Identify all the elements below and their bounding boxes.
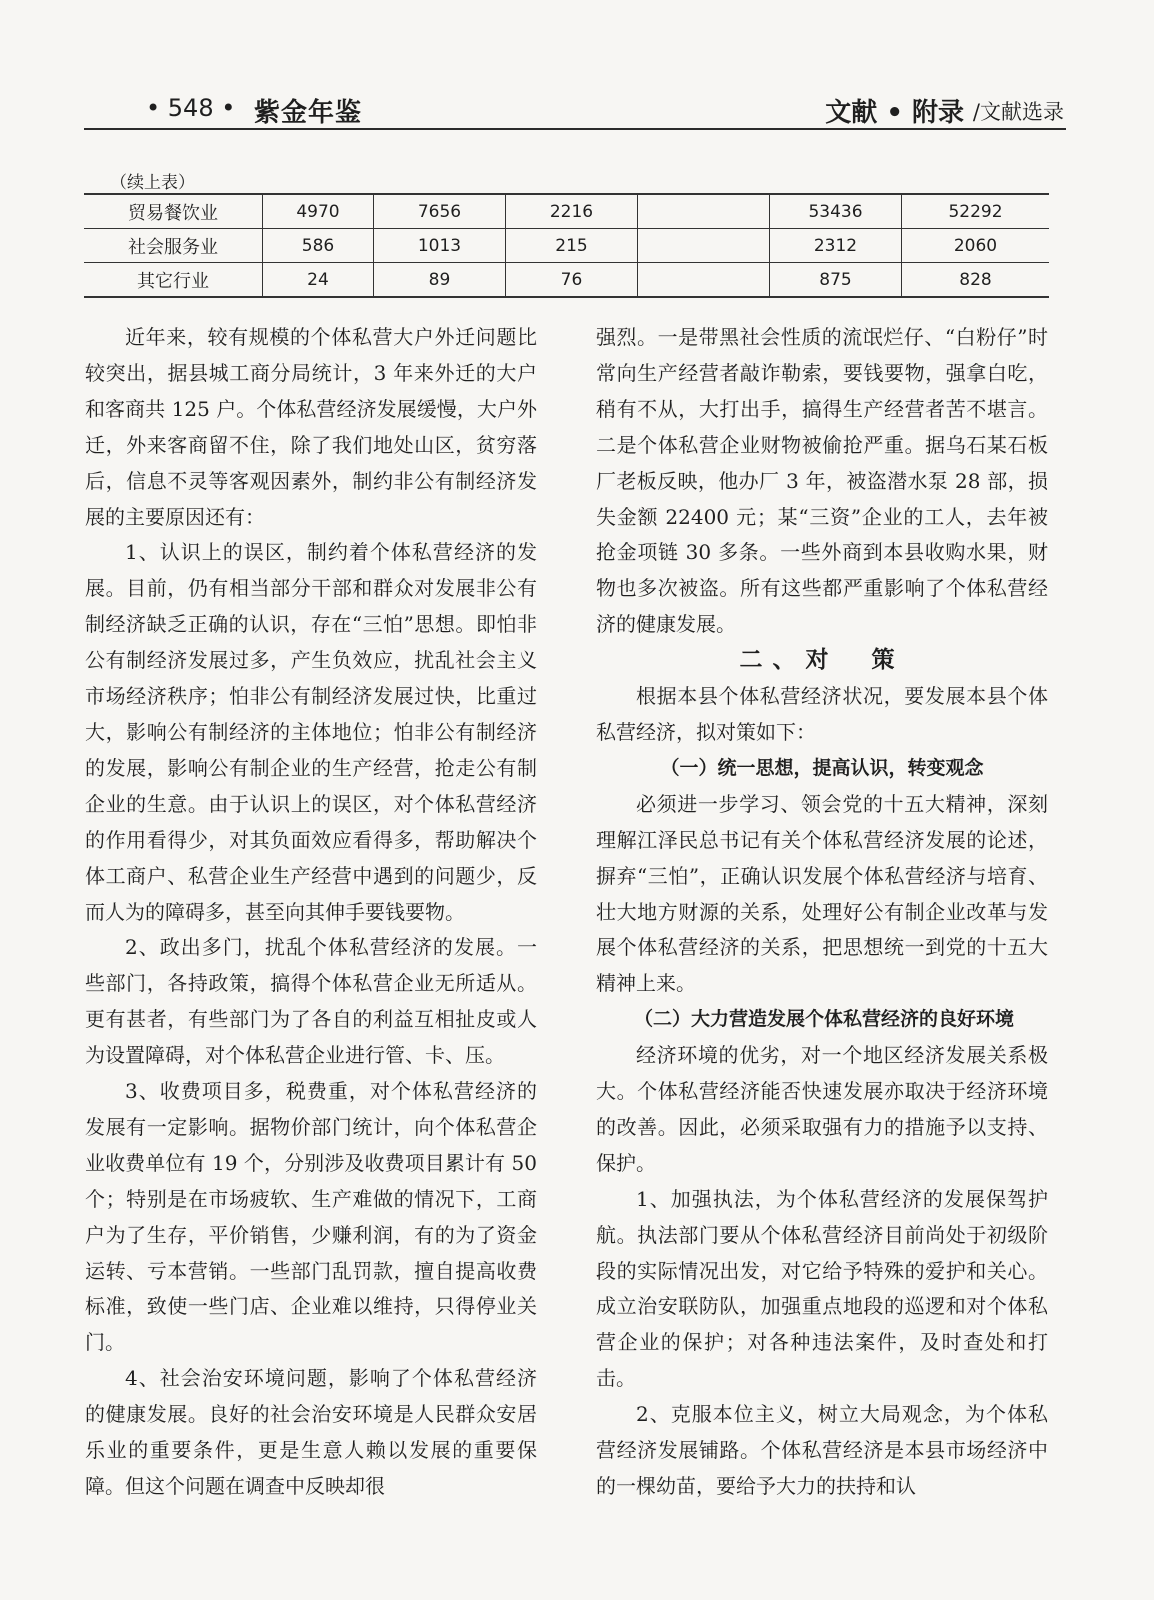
paragraph: 2、克服本位主义，树立大局观念，为个体私营经济发展铺路。个体私营经济是本县市场经济中的一棵幼苗，要给予大力的扶持和认 — [596, 1402, 1048, 1498]
paragraph: 根据本县个体私营经济状况，要发展本县个体私营经济，拟对策如下： — [596, 684, 1048, 744]
table-row — [84, 194, 1049, 229]
paragraph: 3、收费项目多，税费重，对个体私营经济的发展有一定影响。据物价部门统计，向个体私营企业收费单位有 19 个，分别涉及收费项目累计有 50 个；特别是在市场疲软、生产难做的情况下，工商户为了生存，平价销售，少赚利润，有的为了资金运转、亏本营销。一些部门乱罚款，擅自提高收费标准，致使一些门店、企业难以维持，只得停业关门。 — [85, 1079, 537, 1355]
section-heading: 二、对 策 — [739, 647, 905, 674]
table-cell: 215 — [506, 229, 638, 263]
table-cell: 828 — [902, 263, 1050, 298]
table-cell: 2060 — [902, 229, 1050, 263]
paragraph: 1、认识上的误区，制约着个体私营经济的发展。目前，仍有相当部分干部和群众对发展非公有制经济缺乏正确的认识，存在“三怕”思想。即怕非公有制经济发展过多，产生负效应，扰乱社会主义市场经济秩序；怕非公有制经济发展过快，比重过大，影响公有制经济的主体地位；怕非公有制经济的发展，影响公有制企业的生产经营，抢走公有制企业的生意。由于认识上的误区，对个体私营经济的作用看得少，对其负面效应看得多，帮助解决个体工商户、私营企业生产经营中遇到的问题少，反而人为的障碍多，甚至向其伸手要钱要物。 — [85, 540, 537, 924]
paragraph: 强烈。一是带黑社会性质的流氓烂仔、“白粉仔”时常向生产经营者敲诈勒索，要钱要物，强拿白吃，稍有不从，大打出手，搞得生产经营者苦不堪言。二是个体私营企业财物被偷抢严重。据乌石某石板厂老板反映，他办厂 3 年，被盗潜水泵 28 部，损失金额 22400 元；某“三资”企业的工人，去年被抢金项链 30 多条。一些外商到本县收购水果，财物也多次被盗。所有这些都严重影响了个体私营经济的健康发展。 — [596, 325, 1048, 637]
right-text-column — [596, 320, 1048, 1505]
table-cell: 586 — [263, 229, 374, 263]
running-header — [84, 92, 1064, 132]
paragraph: 1、加强执法，为个体私营经济的发展保驾护航。执法部门要从个体私营经济目前尚处于初级阶段的实际情况出发，对它给予特殊的爱护和关心。成立治安联防队，加强重点地段的巡逻和对个体私营企业的保护；对各种违法案件，及时查处和打击。 — [596, 1186, 1048, 1391]
paragraph: 4、社会治安环境问题，影响了个体私营经济的健康发展。良好的社会治安环境是人民群众安居乐业的重要条件，更是生意人赖以发展的重要保障。但这个问题在调查中反映却很 — [85, 1366, 537, 1498]
table-cell: 89 — [374, 263, 506, 298]
subsection-heading: （一）统一思想，提高认识，转变观念 — [660, 756, 984, 779]
paragraph: 必须进一步学习、领会党的十五大精神，深刻理解江泽民总书记有关个体私营经济发展的论述，摒弃“三怕”，正确认识发展个体私营经济与培育、壮大地方财源的关系，处理好公有制企业改革与发展个体私营经济的关系，把思想统一到党的十五大精神上来。 — [596, 791, 1048, 996]
paragraph: 经济环境的优劣，对一个地区经济发展关系极大。个体私营经济能否快速发展亦取决于经济环境的改善。因此，必须采取强有力的措施予以支持、保护。 — [596, 1043, 1048, 1175]
row-label: 其它行业 — [137, 270, 209, 292]
subsection-heading: （二）大力营造发展个体私营经济的良好环境 — [634, 1008, 1015, 1031]
table-cell: 4970 — [263, 194, 374, 229]
table-cell: 76 — [506, 263, 638, 298]
paragraph: 2、政出多门，扰乱个体私营经济的发展。一些部门，各持政策，搞得个体私营企业无所适从。更有甚者，有些部门为了各自的利益互相扯皮或人为设置障碍，对个体私营企业进行管、卡、压。 — [85, 935, 537, 1068]
table-cell — [638, 194, 770, 229]
section-title: 文献 • 附录 — [825, 98, 964, 128]
table-row — [84, 229, 1049, 263]
table-cell: 24 — [263, 263, 374, 298]
paragraph: 近年来，较有规模的个体私营大户外迁问题比较突出，据县城工商分局统计，3 年来外迁的大户和客商共 125 户。个体私营经济发展缓慢，大户外迁，外来客商留不住，除了我们地处山区，贫穷落后，信息不灵等客观因素外，制约非公有制经济发展的主要原因还有： — [85, 325, 537, 529]
table-cell: 52292 — [902, 194, 1050, 229]
table-cell — [638, 229, 770, 263]
table-cell: 1013 — [374, 229, 506, 263]
table-cell — [638, 263, 770, 298]
table-cell: 2216 — [506, 194, 638, 229]
header-rule — [84, 128, 1066, 130]
book-title: 紫金年鉴 — [254, 98, 363, 128]
row-label: 社会服务业 — [128, 236, 218, 258]
left-text-column — [85, 320, 537, 1505]
page-number: • 548 • — [146, 94, 236, 122]
table-cell: 2312 — [770, 229, 902, 263]
row-label: 贸易餐饮业 — [128, 202, 218, 224]
table-cell: 53436 — [770, 194, 902, 229]
table-cell: 7656 — [374, 194, 506, 229]
table-continued-note: （续上表） — [110, 173, 195, 193]
subsection-title: /文献选录 — [972, 100, 1064, 124]
table-row — [84, 263, 1049, 298]
statistics-table — [84, 193, 1049, 298]
table-cell: 875 — [770, 263, 902, 298]
